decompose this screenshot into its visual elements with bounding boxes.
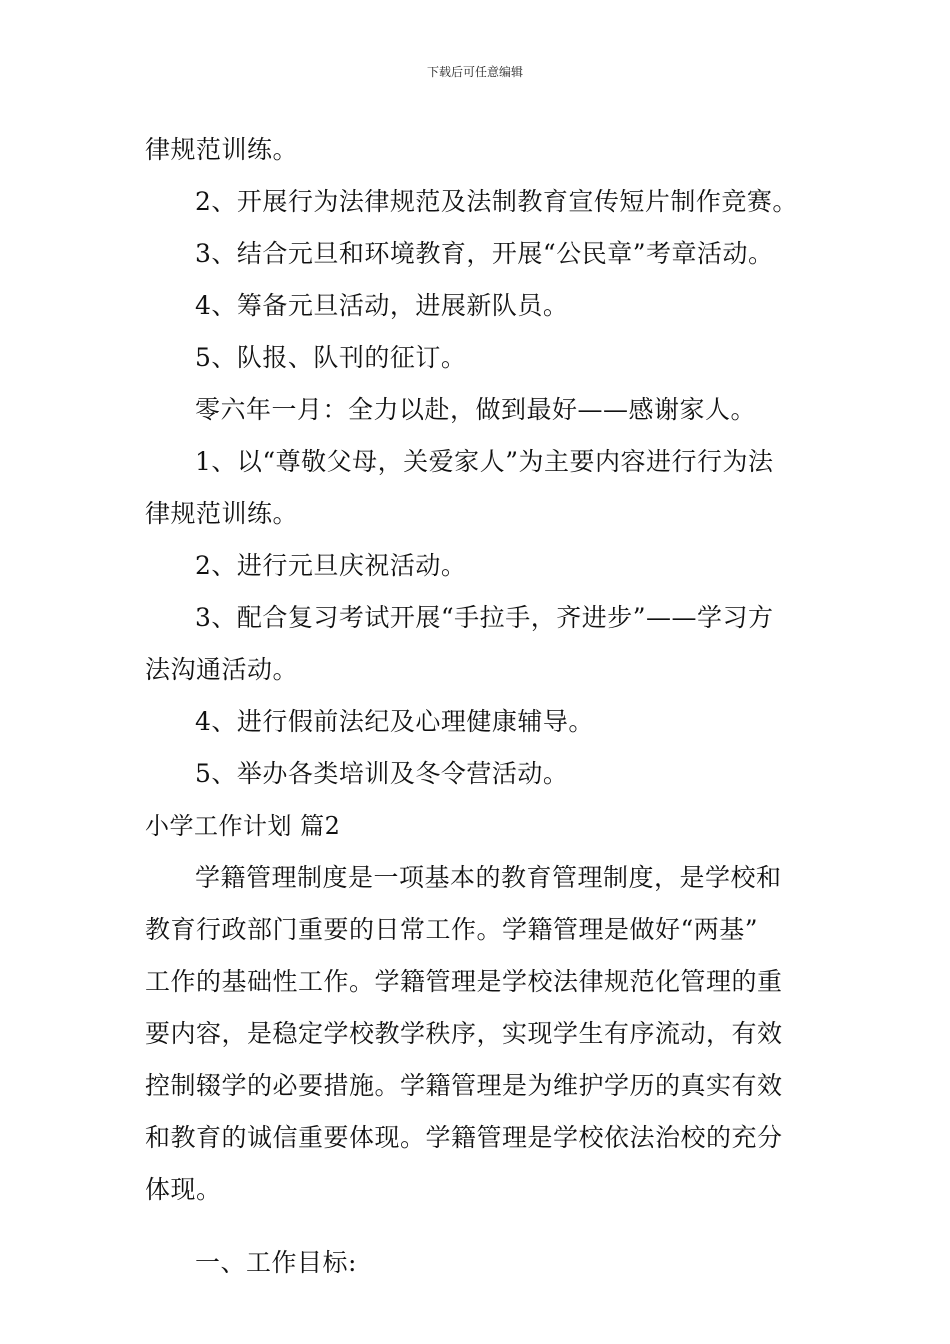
text-line: 学籍管理制度是一项基本的教育管理制度，是学校和 (195, 863, 782, 892)
text-line: 1、以“尊敬父母，关爱家人”为主要内容进行行为法 (195, 447, 774, 476)
text-line: 3、结合元旦和环境教育，开展“公民章”考章活动。 (195, 239, 774, 268)
page-header: 下载后可任意编辑 (426, 65, 523, 79)
text-line: 4、筹备元旦活动，进展新队员。 (195, 291, 569, 320)
text-line: 律规范训练。 (145, 499, 299, 528)
text-line: 2、开展行为法律规范及法制教育宣传短片制作竞赛。 (195, 187, 798, 216)
text-line: 教育行政部门重要的日常工作。学籍管理是做好“两基” (145, 915, 759, 944)
text-line: 控制辍学的必要措施。学籍管理是为维护学历的真实有效 (145, 1071, 783, 1100)
text-line: 2、进行元旦庆祝活动。 (195, 551, 467, 580)
text-line: 5、队报、队刊的征订。 (195, 343, 467, 372)
text-line: 4、进行假前法纪及心理健康辅导。 (195, 707, 594, 736)
text-line: 工作的基础性工作。学籍管理是学校法律规范化管理的重 (145, 967, 783, 996)
text-line: 一、工作目标: (195, 1248, 357, 1277)
text-line: 体现。 (145, 1175, 222, 1204)
text-line: 零六年一月：全力以赴，做到最好——感谢家人。 (195, 395, 757, 424)
document-body (145, 124, 810, 1289)
text-line: 3、配合复习考试开展“手拉手，齐进步”——学习方 (195, 603, 774, 632)
text-line: 5、举办各类培训及冬令营活动。 (195, 759, 569, 788)
section-heading: 小学工作计划 篇2 (145, 812, 341, 840)
text-line: 法沟通活动。 (145, 655, 299, 684)
text-line: 和教育的诚信重要体现。学籍管理是学校依法治校的充分 (145, 1123, 783, 1152)
text-line: 律规范训练。 (145, 135, 299, 164)
text-line: 要内容，是稳定学校教学秩序，实现学生有序流动，有效 (145, 1019, 783, 1048)
paragraph-gap (145, 1216, 810, 1237)
